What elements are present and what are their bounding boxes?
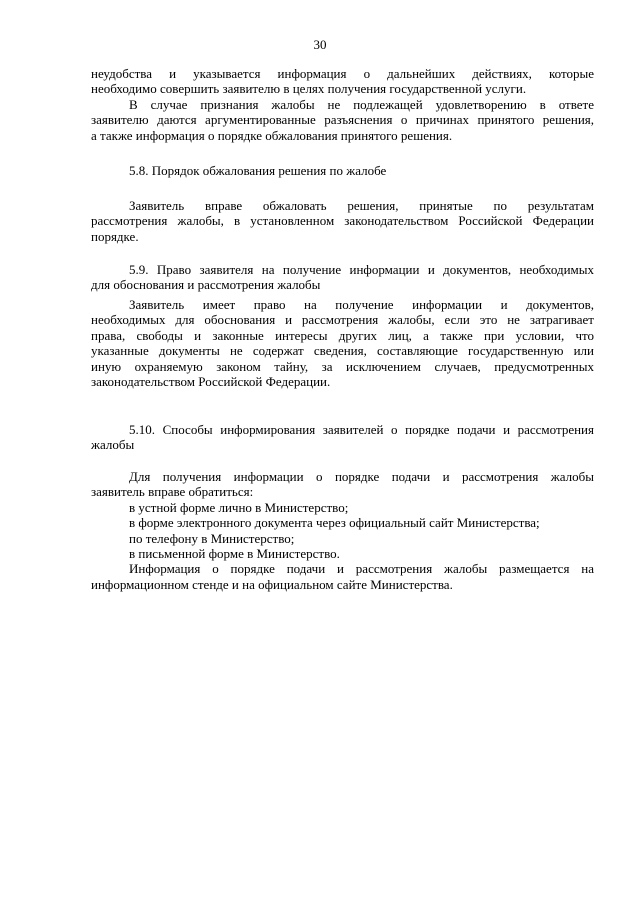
text-line: в устной форме лично в Министерство; <box>129 499 349 515</box>
text-line: по телефону в Министерство; <box>129 530 295 546</box>
paragraph-right-to-information <box>91 297 594 389</box>
text-line: 5.8. Порядок обжалования решения по жалобе <box>129 163 387 178</box>
text-line: рассмотрения жалобы, в установленном законодательством Российской Федерации <box>91 213 594 229</box>
paragraph-complaint-decision <box>91 66 594 143</box>
text-line: в письменной форме в Министерство. <box>129 545 340 561</box>
paragraph-information-methods <box>91 469 594 592</box>
text-line: заявителю даются аргументированные разъяснения о причинах принятого решения, <box>91 112 594 128</box>
text-line: В случае признания жалобы не подлежащей удовлетворению в ответе <box>129 96 594 112</box>
page-number: 30 <box>313 37 327 52</box>
text-line: Заявитель имеет право на получение информации и документов, <box>129 297 594 312</box>
text-line: для обоснования и рассмотрения жалобы <box>91 277 321 293</box>
text-line: Заявитель вправе обжаловать решения, принятые по результатам <box>129 198 594 213</box>
text-line: 5.9. Право заявителя на получение информации и документов, необходимых <box>129 262 594 277</box>
text-line: указанные документы не содержат сведения, составляющие государственную или <box>91 343 594 359</box>
paragraph-appeal <box>91 198 594 244</box>
text-line: Для получения информации о порядке подачи и рассмотрения жалобы <box>129 469 594 484</box>
text-line: Информация о порядке подачи и рассмотрения жалобы размещается на <box>129 561 594 577</box>
text-line: неудобства и указывается информация о дальнейших действиях, которые <box>91 66 594 81</box>
text-line: иную охраняемую законом тайну, за исключением случаев, предусмотренных <box>91 358 594 374</box>
text-line: информационном стенде и на официальном сайте Министерства. <box>91 576 453 592</box>
heading-5-8 <box>91 163 594 178</box>
text-line: жалобы <box>91 437 135 453</box>
text-line: а также информация о порядке обжалования принятого решения. <box>91 127 453 143</box>
text-line: 5.10. Способы информирования заявителей о порядке подачи и рассмотрения <box>129 422 594 437</box>
text-line: необходимо совершить заявителю в целях получения государственной услуги. <box>91 81 527 97</box>
text-line: порядке. <box>91 228 139 244</box>
text-line: права, свободы и законные интересы других лиц, а также при условии, что <box>91 327 594 343</box>
text-line: в форме электронного документа через официальный сайт Министерства; <box>129 515 540 531</box>
heading-5-9 <box>91 262 594 293</box>
text-line: заявитель вправе обратиться: <box>91 484 254 500</box>
text-line: законодательством Российской Федерации. <box>91 373 331 389</box>
text-line: необходимых для обоснования и рассмотрения жалобы, если это не затрагивает <box>91 312 594 328</box>
heading-5-10 <box>91 422 594 453</box>
